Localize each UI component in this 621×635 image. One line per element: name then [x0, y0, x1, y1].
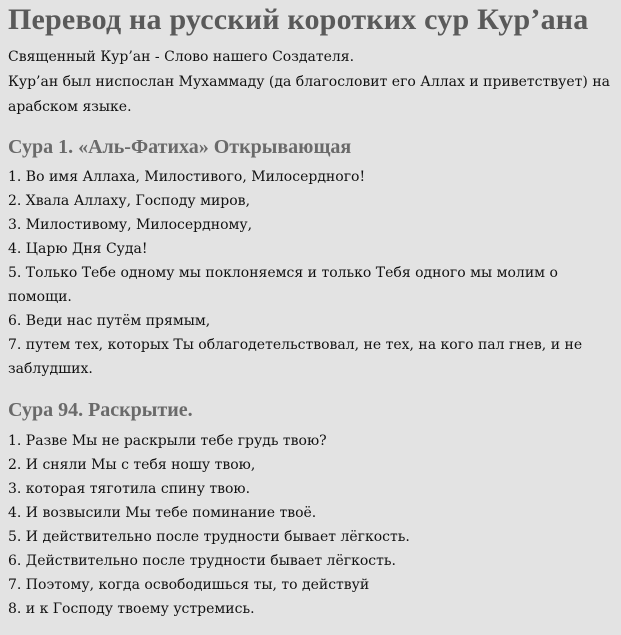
verse: 7. путем тех, которых Ты облагодетельствовал, не тех, на кого пал гнев, и не заблудших.: [8, 337, 583, 377]
intro-line: Кур’ан был ниспослан Мухаммаду (да благословит его Аллах и приветствует) на арабском языке.: [8, 74, 611, 115]
surah-1-heading: Сура 1. «Аль-Фатиха» Открывающая: [8, 136, 352, 158]
surah-94-verses: [8, 429, 615, 621]
verse: 5. Только Тебе одному мы поклоняемся и только Тебя одного мы молим о помощи.: [8, 265, 558, 305]
verse: 1. Разве Мы не раскрыли тебе грудь твою?: [8, 433, 327, 449]
verse: 4. И возвысили Мы тебе поминание твоё.: [8, 505, 317, 521]
verse: 8. и к Господу твоему устремись.: [8, 601, 255, 617]
verse: 5. И действительно после трудности бывает лёгкость.: [8, 529, 410, 545]
intro: [8, 45, 615, 120]
intro-line: Священный Кур’ан - Слово нашего Создателя.: [8, 49, 355, 65]
verse: 3. Милостивому, Милосердному,: [8, 217, 253, 233]
verse: 3. которая тяготила спину твою.: [8, 481, 251, 497]
verse: 6. Действительно после трудности бывает лёгкость.: [8, 553, 396, 569]
verse: 4. Царю Дня Суда!: [8, 241, 148, 257]
verse: 2. И сняли Мы с тебя ношу твою,: [8, 457, 256, 473]
verse: 2. Хвала Аллаху, Господу миров,: [8, 193, 251, 209]
verse: 1. Во имя Аллаха, Милостивого, Милосердного!: [8, 169, 366, 185]
surah-94-heading: Сура 94. Раскрытие.: [8, 399, 193, 421]
verse: 7. Поэтому, когда освободишься ты, то действуй: [8, 577, 370, 593]
page-title: Перевод на русский коротких сур Кур’ана: [8, 3, 589, 36]
surah-1-verses: [8, 165, 615, 381]
verse: 6. Веди нас путём прямым,: [8, 313, 211, 329]
